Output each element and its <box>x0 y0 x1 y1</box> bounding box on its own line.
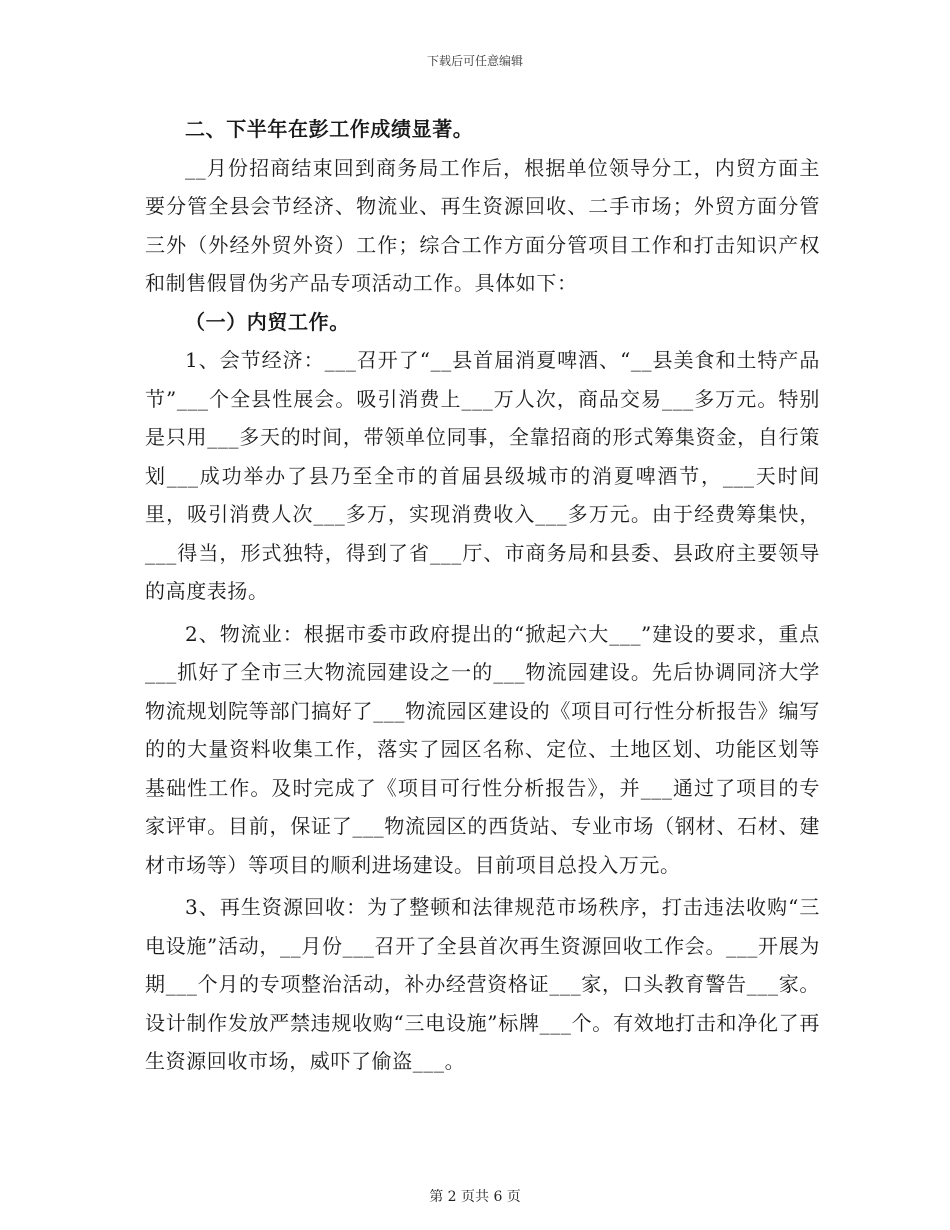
paragraph-logistics: 2、物流业：根据市委市政府提出的“掀起六大___”建设的要求，重点___抓好了全市三大物流园建设之一的___物流园建设。先后协调同济大学物流规划院等部门搞好了___物流园区建设的《项目可行性分析报告》编写的的大量资料收集工作，落实了园区名称、定位、土地区划、功能区划等基础性工作。及时完成了《项目可行性分析报告》，并___通过了项目的专家评审。目前，保证了___物流园区的西货站、专业市场（钢材、石材、建材市场等）等项目的顺利进场建设。目前项目总投入万元。 <box>145 621 820 877</box>
paragraph-recycling: 3、再生资源回收：为了整顿和法律规范市场秩序，打击违法收购“三电设施”活动，__月份___召开了全县首次再生资源回收工作会。___开展为期___个月的专项整治活动，补办经营资格证___家，口头教育警告___家。设计制作发放严禁违规收购“三电设施”标牌___个。有效地打击和净化了再生资源回收市场，威吓了偷盗___。 <box>145 895 820 1073</box>
page-header: 下载后可任意编辑 <box>426 54 523 68</box>
page-footer: 第 2 页共 6 页 <box>429 1189 521 1205</box>
intro-paragraph: __月份招商结束回到商务局工作后，根据单位领导分工，内贸方面主要分管全县会节经济、物流业、再生资源回收、二手市场；外贸方面分管三外（外经外贸外资）工作；综合工作方面分管项目工作和打击知识产权和制售假冒伪劣产品专项活动工作。具体如下： <box>145 155 820 295</box>
document-body <box>145 110 820 1081</box>
paragraph-festival-economy: 1、会节经济：___召开了“__县首届消夏啤酒、“__县美食和土特产品节”___个全县性展会。吸引消费上___万人次，商品交易___多万元。特别是只用___多天的时间，带领单位同事，全靠招商的形式筹集资金，自行策划___成功举办了县乃至全市的首届县级城市的消夏啤酒节，___天时间里，吸引消费人次___多万，实现消费收入___多万元。由于经费筹集快，___得当，形式独特，得到了省___厅、市商务局和县委、县政府主要领导的高度表扬。 <box>145 348 820 603</box>
subsection-title: （一）内贸工作。 <box>185 309 350 334</box>
section-title: 二、下半年在彭工作成绩显著。 <box>185 117 474 141</box>
